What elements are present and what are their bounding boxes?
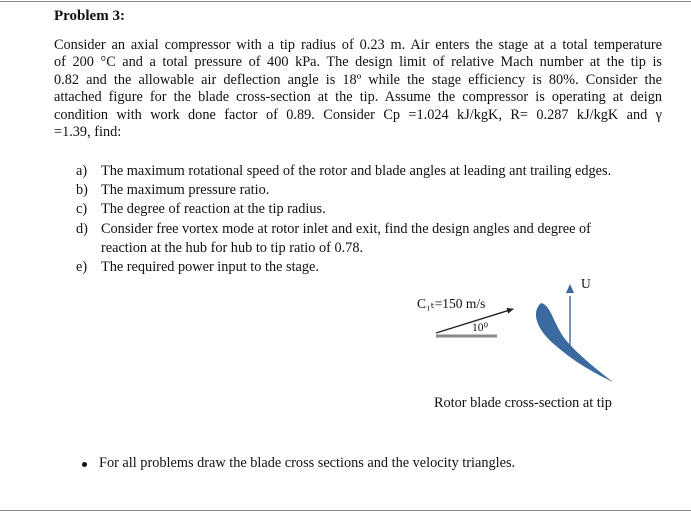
velocity-label: C₁ₜ=150 m/s xyxy=(417,296,486,311)
problem-title: Problem 3: xyxy=(54,8,125,24)
figure-caption: Rotor blade cross-section at tip xyxy=(434,395,612,411)
item-marker: d) xyxy=(76,220,88,237)
statement-line: attached figure for the blade cross-section at the tip. Assume the compressor is operating at deign xyxy=(54,89,662,106)
statement-line: condition with work done factor of 0.89. Consider Cp =1.024 kJ/kgK, R= 0.287 kJ/kgK and γ xyxy=(54,106,662,123)
bullet-dot xyxy=(82,462,87,467)
item-text: Consider free vortex mode at rotor inlet and exit, find the design angles and degree of xyxy=(101,220,591,237)
note-text: For all problems draw the blade cross sections and the velocity triangles. xyxy=(99,455,516,471)
rotor-blade-shape xyxy=(536,303,613,382)
statement-line: Consider an axial compressor with a tip radius of 0.23 m. Air enters the stage at a total temperature xyxy=(54,37,662,53)
item-text: The degree of reaction at the tip radius. xyxy=(101,201,326,218)
item-text-continued: reaction at the hub for hub to tip ratio of 0.78. xyxy=(101,239,364,256)
blade-speed-label: U xyxy=(581,276,591,291)
item-text: The required power input to the stage. xyxy=(101,259,319,276)
item-text: The maximum rotational speed of the rotor and blade angles at leading ant trailing edges. xyxy=(101,163,612,179)
item-text: The maximum pressure ratio. xyxy=(101,182,270,199)
item-marker: c) xyxy=(76,201,88,218)
statement-line: 0.82 and the allowable air deflection angle is 18º while the stage efficiency is 80%. Consider the xyxy=(54,71,662,88)
blade-speed-arrowhead xyxy=(566,284,574,293)
bottom-border-line xyxy=(0,510,691,511)
item-marker: a) xyxy=(76,163,88,179)
item-marker: b) xyxy=(76,182,88,199)
angle-label: 10⁰ xyxy=(472,322,489,334)
statement-line: =1.39, find: xyxy=(54,124,122,141)
statement-line: of 200 °C and a total pressure of 400 kPa. The design limit of relative Mach number at the tip is xyxy=(54,54,662,71)
item-marker: e) xyxy=(76,259,88,276)
